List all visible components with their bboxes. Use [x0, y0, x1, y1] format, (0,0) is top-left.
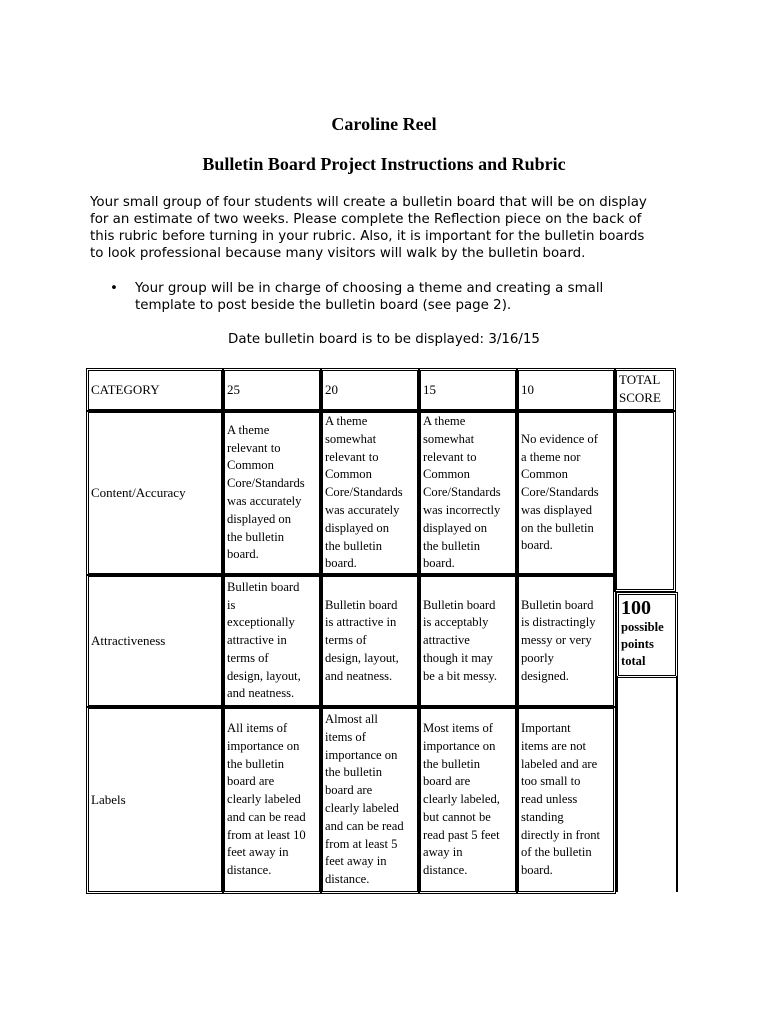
author-name: Caroline Reel: [331, 114, 437, 134]
intro-paragraph: Your small group of four students will create a bulletin board that will be on display for an estimate of two weeks. Please complete the Reflection piece on the back of this rubric before turning in your rubric. Also, it is important for the bulletin boards to look professional because many visitors will walk by the bulletin board.: [90, 195, 647, 261]
row-category-labels: Labels: [88, 708, 222, 892]
total-score-cell-top: [616, 412, 674, 590]
rubric-cell: Bulletin board is acceptably attractive though it may be a bit messy.: [420, 576, 516, 706]
header-score-10: 10: [518, 370, 614, 410]
rubric-table: [86, 366, 678, 896]
rubric-cell: Important items are not labeled and are too small to read unless standing directly in front of the bulletin board.: [518, 708, 614, 892]
total-score-column: [616, 676, 678, 892]
header-score-20: 20: [322, 370, 418, 410]
bullet-icon: •: [110, 281, 118, 296]
rubric-cell: Bulletin board is exceptionally attractive in terms of design, layout, and neatness.: [224, 576, 320, 706]
rubric-cell: All items of importance on the bulletin board are clearly labeled and can be read from at least 10 feet away in distance.: [224, 708, 320, 892]
total-points-value: 100: [621, 597, 651, 619]
row-category-attractiveness: Attractiveness: [88, 576, 222, 706]
rubric-cell: Almost all items of importance on the bulletin board are clearly labeled and can be read from at least 5 feet away in distance.: [322, 708, 418, 892]
row-category-content-accuracy: Content/Accuracy: [88, 412, 222, 574]
rubric-cell: A theme somewhat relevant to Common Core/Standards was accurately displayed on the bulletin board.: [322, 412, 418, 574]
header-score-25: 25: [224, 370, 320, 410]
total-points-label: possible points total: [621, 620, 664, 668]
display-date-line: Date bulletin board is to be displayed: 3/16/15: [228, 332, 540, 347]
rubric-cell: No evidence of a theme nor Common Core/Standards was displayed on the bulletin board.: [518, 412, 614, 574]
header-total-score: TOTAL SCORE: [616, 370, 674, 410]
bullet-text: Your group will be in charge of choosing a theme and creating a small template to post beside the bulletin board (see page 2).: [135, 281, 604, 313]
rubric-cell: Bulletin board is attractive in terms of design, layout, and neatness.: [322, 576, 418, 706]
total-points-box: [618, 594, 676, 676]
header-score-15: 15: [420, 370, 516, 410]
header-category: CATEGORY: [88, 370, 222, 410]
rubric-cell: Bulletin board is distractingly messy or very poorly designed.: [518, 576, 614, 706]
rubric-cell: A theme relevant to Common Core/Standards was accurately displayed on the bulletin board.: [224, 412, 320, 574]
page-title: Bulletin Board Project Instructions and Rubric: [202, 154, 566, 174]
rubric-cell: Most items of importance on the bulletin board are clearly labeled, but cannot be read past 5 feet away in distance.: [420, 708, 516, 892]
rubric-cell: A theme somewhat relevant to Common Core/Standards was incorrectly displayed on the bulletin board.: [420, 412, 516, 574]
